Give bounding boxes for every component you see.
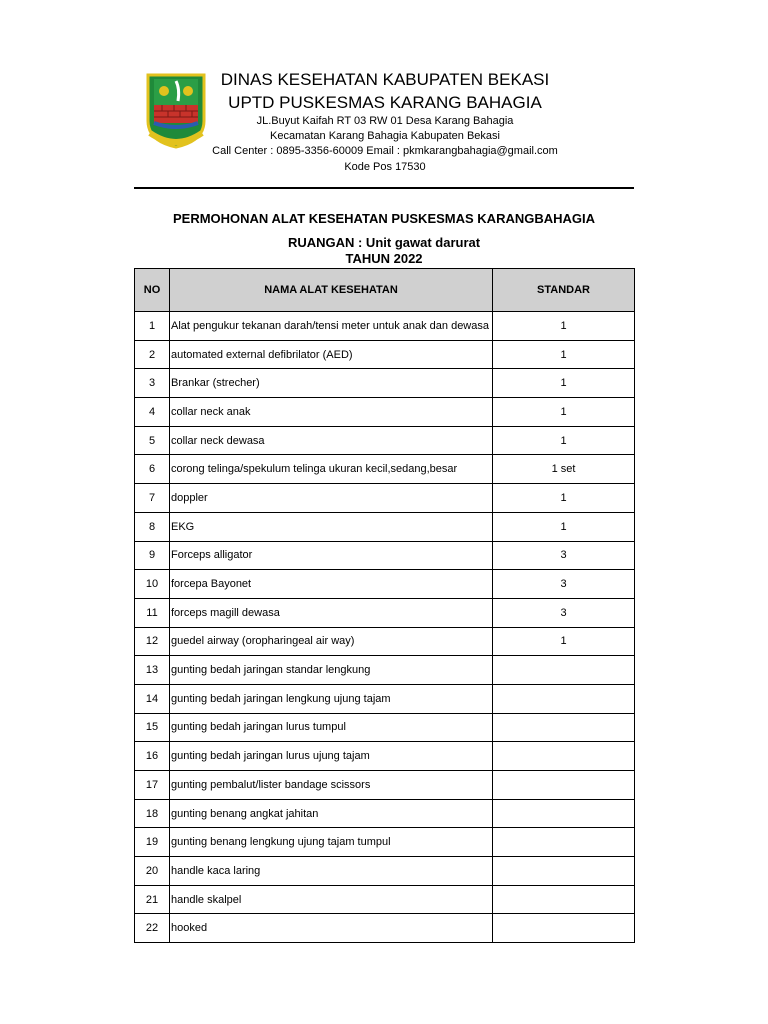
row-number: 8	[135, 512, 170, 541]
row-number: 21	[135, 885, 170, 914]
table-row	[135, 713, 635, 742]
standard-quantity	[493, 828, 635, 857]
table-row	[135, 684, 635, 713]
standard-quantity: 1	[493, 627, 635, 656]
equipment-name: EKG	[170, 512, 493, 541]
org-name-line1: DINAS KESEHATAN KABUPATEN BEKASI	[220, 70, 550, 89]
column-header-no: NO	[135, 269, 170, 312]
document-title: PERMOHONAN ALAT KESEHATAN PUSKESMAS KARANGBAHAGIA	[172, 211, 596, 226]
standard-quantity	[493, 771, 635, 800]
table-row	[135, 598, 635, 627]
equipment-name: collar neck dewasa	[170, 426, 493, 455]
standard-quantity	[493, 857, 635, 886]
row-number: 14	[135, 684, 170, 713]
equipment-name: forceps magill dewasa	[170, 598, 493, 627]
table-header-row	[135, 269, 635, 312]
standard-quantity	[493, 713, 635, 742]
standard-quantity: 1	[493, 484, 635, 513]
standard-quantity: 1	[493, 312, 635, 341]
equipment-name: gunting benang angkat jahitan	[170, 799, 493, 828]
row-number: 1	[135, 312, 170, 341]
equipment-table	[134, 268, 635, 943]
equipment-name: Alat pengukur tekanan darah/tensi meter untuk anak dan dewasa	[170, 312, 493, 341]
row-number: 10	[135, 570, 170, 599]
standard-quantity: 1	[493, 512, 635, 541]
row-number: 5	[135, 426, 170, 455]
org-name-line2: UPTD PUSKESMAS KARANG BAHAGIA	[228, 93, 542, 112]
row-number: 6	[135, 455, 170, 484]
table-row	[135, 771, 635, 800]
row-number: 22	[135, 914, 170, 943]
equipment-name: collar neck anak	[170, 398, 493, 427]
table-row	[135, 426, 635, 455]
table-row	[135, 799, 635, 828]
table-row	[135, 455, 635, 484]
equipment-name: doppler	[170, 484, 493, 513]
row-number: 16	[135, 742, 170, 771]
contact-line: Call Center : 0895-3356-60009 Email : pkmkarangbahagia@gmail.com	[212, 145, 558, 157]
standard-quantity: 1	[493, 426, 635, 455]
row-number: 18	[135, 799, 170, 828]
row-number: 15	[135, 713, 170, 742]
table-row	[135, 828, 635, 857]
row-number: 2	[135, 340, 170, 369]
equipment-name: forcepa Bayonet	[170, 570, 493, 599]
standard-quantity: 3	[493, 541, 635, 570]
row-number: 4	[135, 398, 170, 427]
row-number: 9	[135, 541, 170, 570]
table-row	[135, 914, 635, 943]
standard-quantity	[493, 656, 635, 685]
table-row	[135, 312, 635, 341]
table-row	[135, 656, 635, 685]
standard-quantity	[493, 914, 635, 943]
address-line2: Kecamatan Karang Bahagia Kabupaten Bekasi	[270, 130, 500, 142]
row-number: 17	[135, 771, 170, 800]
equipment-name: hooked	[170, 914, 493, 943]
table-row	[135, 398, 635, 427]
column-header-standar: STANDAR	[493, 269, 635, 312]
standard-quantity	[493, 684, 635, 713]
row-number: 13	[135, 656, 170, 685]
standard-quantity: 1	[493, 340, 635, 369]
table-row	[135, 484, 635, 513]
table-row	[135, 340, 635, 369]
standard-quantity: 1	[493, 398, 635, 427]
row-number: 7	[135, 484, 170, 513]
table-row	[135, 857, 635, 886]
postal-code-line: Kode Pos 17530	[344, 161, 426, 173]
standard-quantity: 3	[493, 598, 635, 627]
table-row	[135, 369, 635, 398]
equipment-name: gunting bedah jaringan lengkung ujung tajam	[170, 684, 493, 713]
standard-quantity: 1 set	[493, 455, 635, 484]
address-line1: JL.Buyut Kaifah RT 03 RW 01 Desa Karang Bahagia	[256, 115, 514, 127]
standard-quantity: 3	[493, 570, 635, 599]
row-number: 11	[135, 598, 170, 627]
table-row	[135, 570, 635, 599]
row-number: 20	[135, 857, 170, 886]
equipment-name: corong telinga/spekulum telinga ukuran kecil,sedang,besar	[170, 455, 493, 484]
equipment-name: guedel airway (oropharingeal air way)	[170, 627, 493, 656]
table-row	[135, 885, 635, 914]
row-number: 3	[135, 369, 170, 398]
standard-quantity	[493, 799, 635, 828]
equipment-name: gunting bedah jaringan standar lengkung	[170, 656, 493, 685]
equipment-name: Forceps alligator	[170, 541, 493, 570]
standard-quantity: 1	[493, 369, 635, 398]
table-row	[135, 541, 635, 570]
equipment-name: gunting bedah jaringan lurus tumpul	[170, 713, 493, 742]
equipment-name: gunting pembalut/lister bandage scissors	[170, 771, 493, 800]
column-header-name: NAMA ALAT KESEHATAN	[170, 269, 493, 312]
equipment-name: handle skalpel	[170, 885, 493, 914]
equipment-name: gunting benang lengkung ujung tajam tumpul	[170, 828, 493, 857]
table-row	[135, 627, 635, 656]
year-label: TAHUN 2022	[345, 251, 423, 266]
standard-quantity	[493, 885, 635, 914]
table-row	[135, 512, 635, 541]
equipment-name: automated external defibrilator (AED)	[170, 340, 493, 369]
room-label: RUANGAN : Unit gawat darurat	[287, 235, 481, 250]
row-number: 19	[135, 828, 170, 857]
standard-quantity	[493, 742, 635, 771]
row-number: 12	[135, 627, 170, 656]
table-row	[135, 742, 635, 771]
equipment-name: Brankar (strecher)	[170, 369, 493, 398]
equipment-name: gunting bedah jaringan lurus ujung tajam	[170, 742, 493, 771]
header-divider	[134, 187, 634, 189]
equipment-name: handle kaca laring	[170, 857, 493, 886]
